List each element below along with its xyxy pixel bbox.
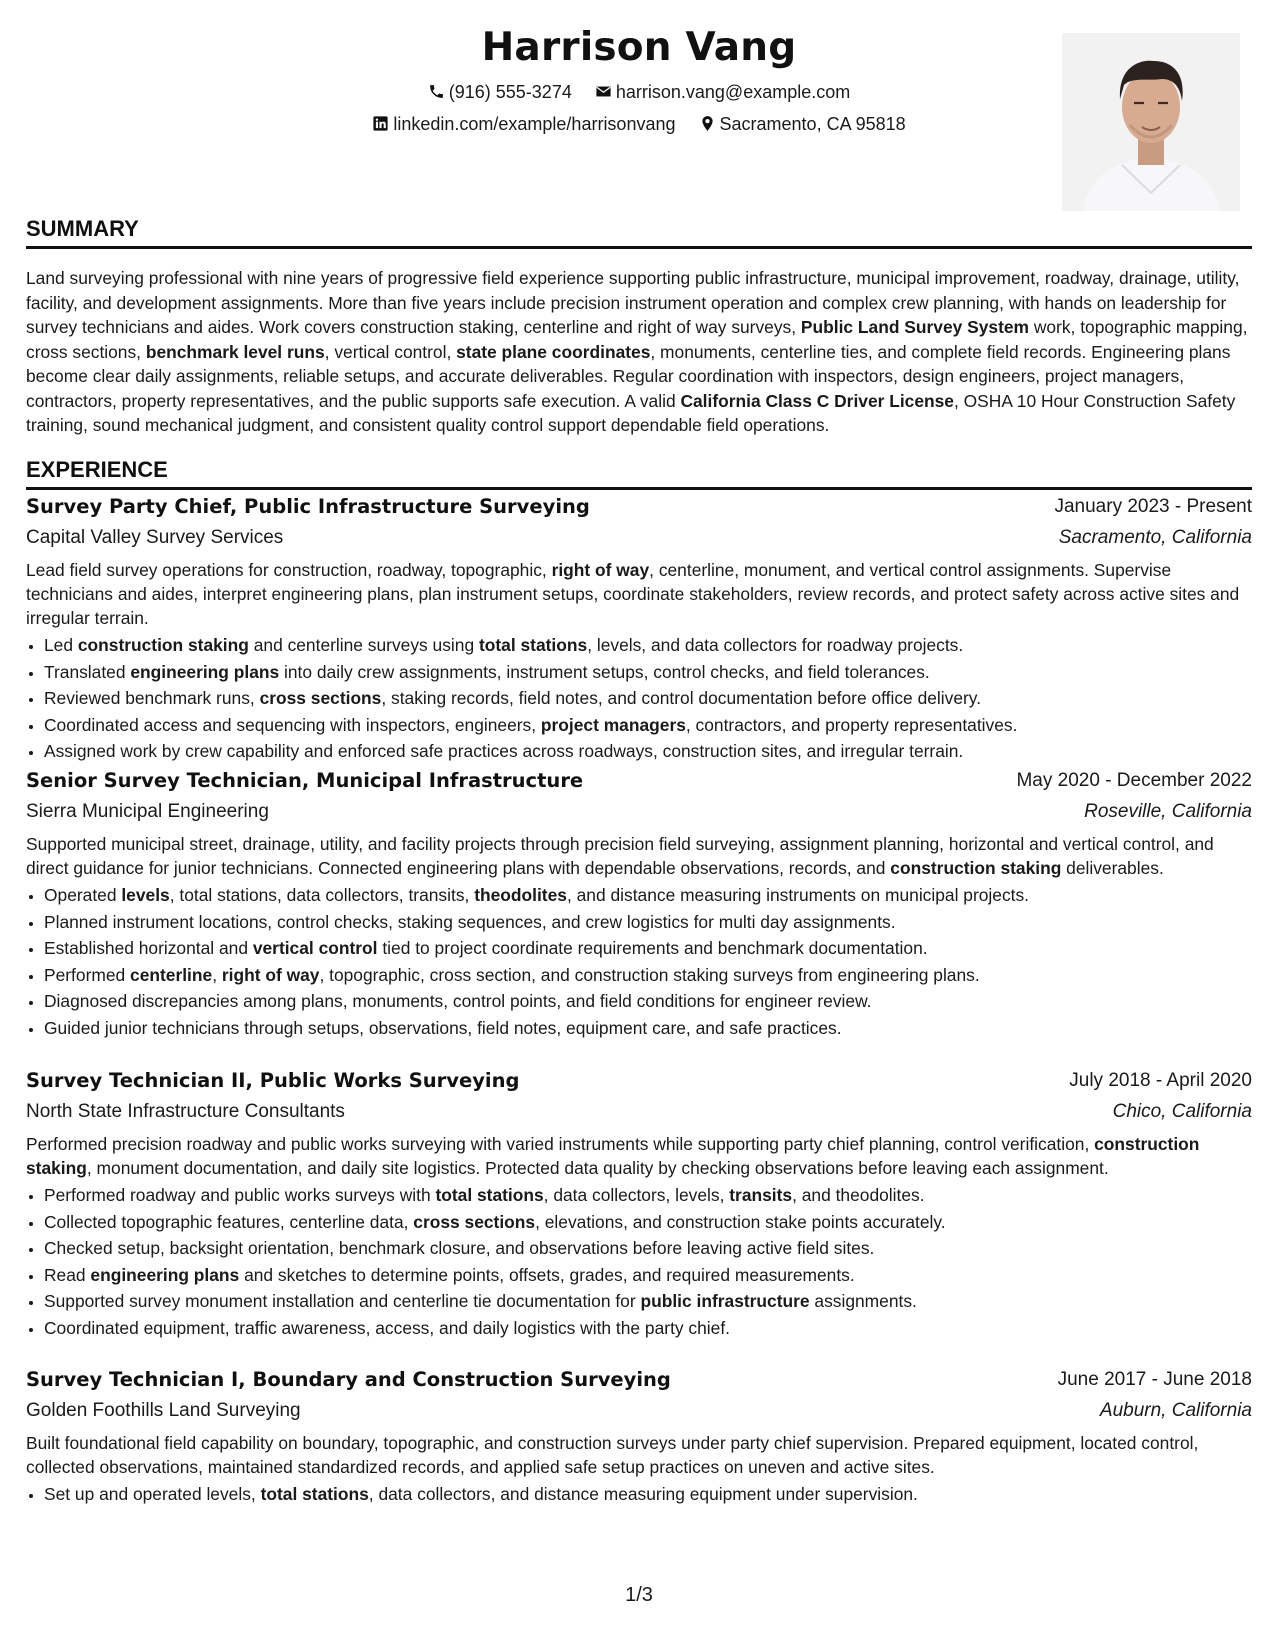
bullet-list <box>26 1182 1252 1341</box>
envelope-icon <box>595 83 612 100</box>
job-location: Auburn, California <box>1099 1400 1252 1421</box>
resume-page <box>26 0 1252 1650</box>
text-run: , monument documentation, and daily site logistics. Protected data quality by checking observations before leaving each assignment. <box>86 1158 1109 1178</box>
job-header <box>26 1066 1252 1096</box>
bullet-list <box>26 882 1252 1041</box>
emphasis-text: engineering plans <box>90 1264 240 1285</box>
text-run: Land surveying professional with nine years of progressive field experience supporting public infrastructure, municipal improvement, roadway, drainage, utility, facility, and development assignments. More than five years include precision instrument operation and complex crew planning, with hands on leadership for survey technicians and aides. Work covers construction staking, centerline and right of way surveys, <box>26 268 1240 337</box>
job-subheader <box>26 522 1252 554</box>
emphasis-text: Public Land Survey System <box>800 317 1029 337</box>
text-run: , total stations, data collectors, transits, <box>169 885 475 905</box>
text-run: into daily crew assignments, instrument setups, control checks, and field tolerances. <box>279 661 930 682</box>
emphasis-text: total stations <box>435 1185 544 1205</box>
text-run: Read <box>44 1264 91 1285</box>
bullet-item <box>44 659 1252 686</box>
text-run: , staking records, field notes, and control documentation before office delivery. <box>381 688 982 708</box>
linkedin-icon <box>372 115 389 132</box>
phone-icon <box>428 83 445 100</box>
bullet-item <box>44 1209 1252 1236</box>
text-run: , monuments, centerline ties, and complete field records. Engineering plans become clear daily assignments, reliable setups, and accurate deliverables. Regular coordination with inspectors, design engineers, project managers, contractors, property representatives, and the public supports safe execution. A valid <box>26 341 1231 411</box>
bullet-list <box>26 632 1252 765</box>
emphasis-text: cross sections <box>413 1211 536 1232</box>
text-run: Built foundational field capability on boundary, topographic, and construction surveys under party chief supervision. Prepared equipment, located control, collected observations, maintained standardized records, and applied safe setup practices on uneven and active sites. <box>26 1433 1199 1477</box>
text-run: Supported survey monument installation and centerline tie documentation for <box>44 1291 641 1311</box>
bullet-item <box>44 962 1252 989</box>
text-run: Coordinated equipment, traffic awareness, access, and daily logistics with the party chief. <box>44 1317 730 1338</box>
summary-text <box>26 266 1252 438</box>
emphasis-text: cross sections <box>259 688 382 708</box>
job-entry <box>26 492 1252 765</box>
map-pin-icon <box>699 115 716 132</box>
text-run: , and distance measuring instruments on municipal projects. <box>566 885 1030 905</box>
text-run: Guided junior technicians through setups, observations, field notes, equipment care, and safe practices. <box>44 1017 842 1038</box>
contact-phone <box>428 80 572 104</box>
job-dates: July 2018 - April 2020 <box>1069 1070 1252 1091</box>
job-description <box>26 832 1252 880</box>
emphasis-text: benchmark level runs <box>145 341 325 362</box>
text-run: assignments. <box>809 1291 917 1311</box>
emphasis-text: engineering plans <box>130 661 280 682</box>
text-run: Collected topographic features, centerline data, <box>44 1211 414 1232</box>
resume-header <box>26 0 1252 215</box>
text-run: Set up and operated levels, <box>44 1484 261 1504</box>
text-run: Performed precision roadway and public works surveying with varied instruments while supporting party chief planning, control verification, <box>26 1134 1095 1154</box>
linkedin-url[interactable]: linkedin.com/example/harrisonvang <box>393 114 676 134</box>
emphasis-text: California Class C Driver License <box>680 390 954 411</box>
text-run: Lead field survey operations for construction, roadway, topographic, <box>26 560 552 580</box>
job-entry <box>26 1365 1252 1508</box>
text-run: , data collectors, levels, <box>543 1185 730 1205</box>
job-header <box>26 1365 1252 1395</box>
text-run: Planned instrument locations, control checks, staking sequences, and crew logistics for multi day assignments. <box>44 911 896 932</box>
emphasis-text: public infrastructure <box>640 1291 810 1311</box>
emphasis-text: right of way <box>551 560 650 580</box>
text-run: Reviewed benchmark runs, <box>44 688 260 708</box>
emphasis-text: construction staking <box>26 1134 1200 1178</box>
text-run: Operated <box>44 885 122 905</box>
job-title: Survey Party Chief, Public Infrastructure Surveying <box>26 495 590 518</box>
company-name: North State Infrastructure Consultants <box>26 1101 345 1122</box>
job-header <box>26 766 1252 796</box>
bullet-item <box>44 1315 1252 1342</box>
bullet-item <box>44 685 1252 712</box>
job-subheader <box>26 796 1252 828</box>
experience-heading: EXPERIENCE <box>26 457 1252 490</box>
job-title: Survey Technician II, Public Works Surveying <box>26 1069 520 1092</box>
emphasis-text: transits <box>729 1185 793 1205</box>
emphasis-text: vertical control <box>252 938 378 958</box>
job-description <box>26 1132 1252 1180</box>
summary-heading: SUMMARY <box>26 216 1252 249</box>
contact-linkedin[interactable] <box>372 112 675 136</box>
job-entry <box>26 1066 1252 1341</box>
profile-photo <box>1062 33 1240 211</box>
text-run: Supported municipal street, drainage, utility, and facility projects through precision field surveying, assignment planning, horizontal and vertical control, and direct guidance for junior technicians. Connected engineering plans with dependable observations, records, and <box>26 834 1214 878</box>
text-run: deliverables. <box>1061 858 1164 878</box>
text-run: , levels, and data collectors for roadway projects. <box>587 635 964 655</box>
job-dates: January 2023 - Present <box>1054 496 1252 517</box>
bullet-item <box>44 1288 1252 1315</box>
text-run: , topographic, cross section, and construction staking surveys from engineering plans. <box>319 964 980 985</box>
emphasis-text: project managers <box>540 714 686 735</box>
location-text: Sacramento, CA 95818 <box>719 114 906 134</box>
job-location: Sacramento, California <box>1058 527 1252 548</box>
emphasis-text: total stations <box>478 635 588 655</box>
bullet-item <box>44 1015 1252 1042</box>
bullet-item <box>44 1481 1252 1508</box>
text-run: Assigned work by crew capability and enforced safe practices across roadways, construction sites, and irregular terrain. <box>44 741 964 761</box>
text-run: , <box>212 964 222 985</box>
phone-number: (916) 555-3274 <box>448 82 572 102</box>
text-run: Translated <box>44 661 131 682</box>
text-run: , and theodolites. <box>792 1185 925 1205</box>
company-name: Golden Foothills Land Surveying <box>26 1400 301 1421</box>
job-location: Roseville, California <box>1084 801 1252 822</box>
bullet-item <box>44 1262 1252 1289</box>
job-title: Senior Survey Technician, Municipal Infrastructure <box>26 769 584 792</box>
bullet-item <box>44 935 1252 962</box>
text-run: , elevations, and construction stake points accurately. <box>535 1211 946 1232</box>
text-run: work, topographic mapping, cross sections, <box>26 317 1248 362</box>
bullet-item <box>44 738 1252 765</box>
job-description <box>26 1431 1252 1479</box>
job-dates: June 2017 - June 2018 <box>1057 1369 1252 1390</box>
emphasis-text: construction staking <box>890 858 1062 878</box>
job-location: Chico, California <box>1112 1101 1252 1122</box>
text-run: tied to project coordinate requirements and benchmark documentation. <box>377 938 928 958</box>
bullet-item <box>44 632 1252 659</box>
text-run: and sketches to determine points, offsets, grades, and required measurements. <box>239 1264 855 1285</box>
text-run: Checked setup, backsight orientation, benchmark closure, and observations before leaving active field sites. <box>44 1238 875 1258</box>
job-dates: May 2020 - December 2022 <box>1016 770 1252 791</box>
job-subheader <box>26 1395 1252 1427</box>
emphasis-text: centerline <box>130 964 213 985</box>
text-run: , data collectors, and distance measuring equipment under supervision. <box>368 1484 918 1504</box>
text-run: Performed roadway and public works surveys with <box>44 1185 436 1205</box>
bullet-item <box>44 988 1252 1015</box>
emphasis-text: state plane coordinates <box>456 341 651 362</box>
text-run: Coordinated access and sequencing with inspectors, engineers, <box>44 714 541 735</box>
text-run: and centerline surveys using <box>248 635 479 655</box>
emphasis-text: theodolites <box>474 885 567 905</box>
emphasis-text: levels <box>121 885 170 905</box>
company-name: Sierra Municipal Engineering <box>26 801 269 822</box>
emphasis-text: construction staking <box>77 635 249 655</box>
text-run: , contractors, and property representatives. <box>685 714 1018 735</box>
emphasis-text: right of way <box>221 964 320 985</box>
bullet-item <box>44 1235 1252 1262</box>
text-run: Established horizontal and <box>44 938 253 958</box>
candidate-name: Harrison Vang <box>481 25 797 70</box>
text-run: Led <box>44 635 78 655</box>
job-subheader <box>26 1096 1252 1128</box>
job-description <box>26 558 1252 630</box>
contact-location <box>699 112 906 136</box>
bullet-item <box>44 909 1252 936</box>
company-name: Capital Valley Survey Services <box>26 527 284 548</box>
text-run: Diagnosed discrepancies among plans, monuments, control points, and field conditions for engineer review. <box>44 991 872 1011</box>
text-run: , OSHA 10 Hour Construction Safety training, sound mechanical judgment, and consistent quality control support dependable field operations. <box>26 390 1236 435</box>
job-title: Survey Technician I, Boundary and Construction Surveying <box>26 1368 671 1391</box>
page-number: 1/3 <box>625 1584 653 1606</box>
email-address[interactable]: harrison.vang@example.com <box>615 82 851 102</box>
text-run: , centerline, monument, and vertical control assignments. Supervise technicians and aides, interpret engineering plans, plan instrument setups, coordinate stakeholders, review records, and protect safety across active sites and irregular terrain. <box>26 560 1240 628</box>
job-entry <box>26 766 1252 1041</box>
text-run: , vertical control, <box>324 341 457 362</box>
bullet-item <box>44 882 1252 909</box>
contact-email[interactable] <box>595 80 850 104</box>
text-run: Performed <box>44 964 131 985</box>
bullet-item <box>44 1182 1252 1209</box>
bullet-list <box>26 1481 1252 1508</box>
emphasis-text: total stations <box>260 1484 369 1504</box>
bullet-item <box>44 712 1252 739</box>
job-header <box>26 492 1252 522</box>
